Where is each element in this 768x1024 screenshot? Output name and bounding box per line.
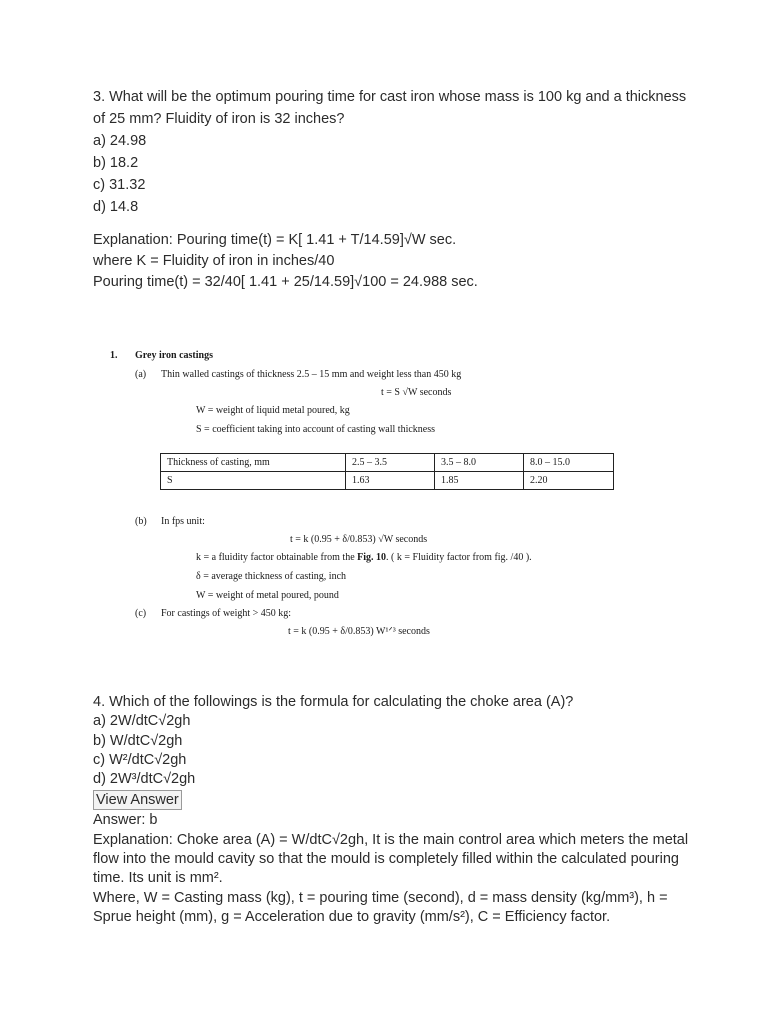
item-a-label: (a) (135, 369, 147, 380)
definition-w-kg: W = weight of liquid metal poured, kg (196, 405, 350, 416)
section-number: 1. (110, 350, 118, 361)
option-b: b) 18.2 (93, 155, 139, 171)
explanation-line-3: Pouring time(t) = 32/40[ 1.41 + 25/14.59]√100 = 24.988 sec. (93, 274, 478, 290)
definition-w-pound: W = weight of metal poured, pound (196, 590, 339, 601)
explanation-line-2: where K = Fluidity of iron in inches/40 (93, 253, 335, 269)
view-answer-row (93, 789, 703, 811)
question-3-block (93, 86, 693, 218)
question-3-explanation (93, 230, 693, 293)
table-cell: 1.63 (346, 472, 435, 490)
table-cell: 1.85 (435, 472, 524, 490)
option-c: c) W²/dtC√2gh (93, 751, 187, 768)
formula-b: t = k (0.95 + δ/0.853) √W seconds (290, 534, 428, 545)
option-d: d) 14.8 (93, 199, 139, 215)
table-header-cell: Thickness of casting, mm (161, 454, 346, 472)
table-header-cell: 3.5 – 8.0 (435, 454, 524, 472)
item-b-label: (b) (135, 516, 147, 527)
option-a: a) 24.98 (93, 133, 147, 149)
item-a-text: Thin walled castings of thickness 2.5 – 15 mm and weight less than 450 kg (161, 369, 462, 380)
answer-text: Answer: b (93, 812, 158, 829)
table-cell: 2.20 (524, 472, 614, 490)
option-b: b) W/dtC√2gh (93, 732, 183, 749)
explanation-text: Explanation: Choke area (A) = W/dtC√2gh, It is the main control area which meters the metal flow into the mould cavity so that the mould is completely filled within the calculated pouring time. Its unit is mm². (93, 831, 689, 887)
formula-a: t = S √W seconds (381, 387, 452, 398)
item-c-label: (c) (135, 608, 147, 619)
wall-thickness-coefficient-table (160, 453, 614, 490)
question-4-block (93, 693, 703, 927)
scanned-textbook-excerpt (108, 348, 668, 648)
item-b-text: In fps unit: (161, 516, 205, 527)
question-3-text: 3. What will be the optimum pouring time for cast iron whose mass is 100 kg and a thickness of 25 mm? Fluidity of iron is 32 inches? (93, 89, 687, 127)
definition-delta: δ = average thickness of casting, inch (196, 571, 347, 582)
option-a: a) 2W/dtC√2gh (93, 713, 191, 730)
variable-definitions: Where, W = Casting mass (kg), t = pouring time (second), d = mass density (kg/mm³), h = Sprue height (mm), g = Acceleration due to gravity (mm/s²), C = Efficiency factor. (93, 889, 668, 925)
option-c: c) 31.32 (93, 177, 146, 193)
definition-k: k = a fluidity factor obtainable from the Fig. 10. ( k = Fluidity factor from fig. /40 ). (196, 552, 532, 563)
formula-c: t = k (0.95 + δ/0.853) W¹ᐟ³ seconds (288, 626, 430, 637)
table-row (161, 472, 614, 490)
table-header-cell: 2.5 – 3.5 (346, 454, 435, 472)
section-title: Grey iron castings (135, 350, 213, 361)
item-c-text: For castings of weight > 450 kg: (161, 608, 292, 619)
view-answer-button[interactable]: View Answer (93, 790, 182, 810)
table-header-row (161, 454, 614, 472)
definition-s: S = coefficient taking into account of casting wall thickness (196, 424, 436, 435)
table-header-cell: 8.0 – 15.0 (524, 454, 614, 472)
table-cell: S (161, 472, 346, 490)
question-4-text: 4. Which of the followings is the formula for calculating the choke area (A)? (93, 694, 574, 710)
explanation-line-1: Explanation: Pouring time(t) = K[ 1.41 + T/14.59]√W sec. (93, 232, 457, 248)
option-d: d) 2W³/dtC√2gh (93, 771, 196, 788)
